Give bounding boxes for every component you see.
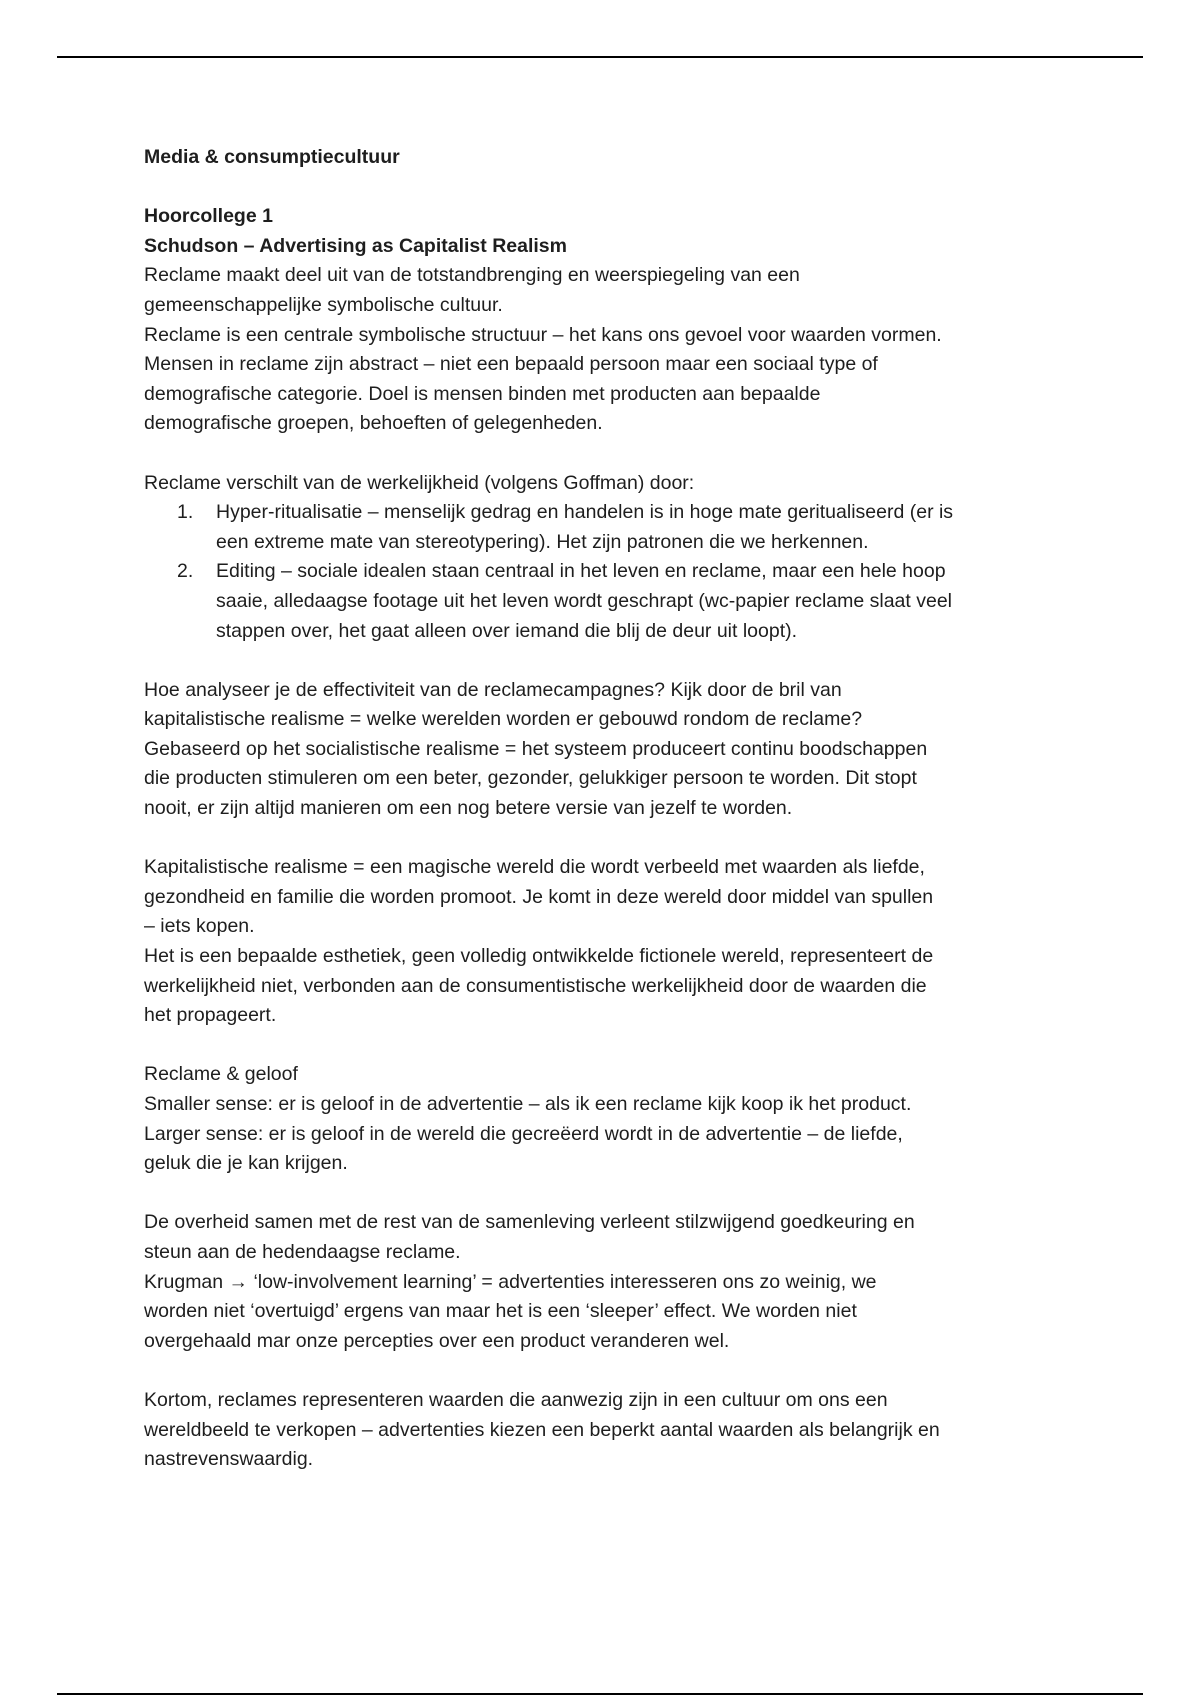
- spacer: [144, 1356, 1054, 1386]
- text-line: kapitalistische realisme = welke werelden worden er gebouwd rondom de reclame?: [144, 708, 863, 731]
- text-line: geluk die je kan krijgen.: [144, 1152, 348, 1175]
- spacer: [144, 1179, 1054, 1209]
- goffman-list: [144, 498, 1054, 646]
- text-line: een extreme mate van stereotypering). Het zijn patronen die we herkennen.: [216, 530, 869, 553]
- text-line: Kapitalistische realisme = een magische wereld die wordt verbeeld met waarden als liefde,: [144, 856, 925, 879]
- lecture-heading: Hoorcollege 1: [144, 205, 273, 228]
- text-line: Reclame maakt deel uit van de totstandbrenging en weerspiegeling van een: [144, 264, 800, 287]
- text-line: Larger sense: er is geloof in de wereld die gecreëerd wordt in de advertentie – de liefde,: [144, 1122, 903, 1145]
- text-line: – iets kopen.: [144, 915, 255, 938]
- conclusion-paragraph: [144, 1386, 1054, 1475]
- text-line: stappen over, het gaat alleen over iemand die blij de deur uit loopt).: [216, 619, 798, 642]
- text-line: Reclame is een centrale symbolische structuur – het kans ons gevoel voor waarden vormen.: [144, 323, 942, 346]
- text-line: Het is een bepaalde esthetiek, geen volledig ontwikkelde fictionele wereld, representeert de: [144, 945, 934, 968]
- text-line: Krugman → ‘low-involvement learning’ = advertenties interesseren ons zo weinig, we: [144, 1270, 877, 1293]
- text-line: overgehaald mar onze percepties over een product veranderen wel.: [144, 1329, 730, 1352]
- list-number: 1.: [177, 501, 194, 524]
- text-line: Smaller sense: er is geloof in de advertentie – als ik een reclame kijk koop ik het product.: [144, 1093, 912, 1115]
- text-line: Hoe analyseer je de effectiviteit van de reclamecampagnes? Kijk door de bril van: [144, 678, 842, 701]
- text-line: steun aan de hedendaagse reclame.: [144, 1240, 461, 1263]
- text-line: Hyper-ritualisatie – menselijk gedrag en handelen is in hoge mate geritualiseerd (er is: [216, 501, 954, 524]
- spacer: [144, 1031, 1054, 1061]
- text-line: Reclame & geloof: [144, 1063, 298, 1086]
- text-line: wereldbeeld te verkopen – advertenties kiezen een beperkt aantal waarden als belangrijk en: [144, 1418, 940, 1441]
- document-body: [144, 143, 1054, 1475]
- analysis-paragraph: [144, 676, 1054, 824]
- text-line: Kortom, reclames representeren waarden die aanwezig zijn in een cultuur om ons een: [144, 1388, 888, 1411]
- intro-paragraph: [144, 261, 1054, 439]
- list-number: 2.: [177, 560, 194, 583]
- spacer: [144, 173, 1054, 203]
- text-line: demografische groepen, behoeften of gelegenheden.: [144, 412, 603, 435]
- spacer: [144, 824, 1054, 854]
- spacer: [144, 439, 1054, 469]
- text-line: gemeenschappelijke symbolische cultuur.: [144, 293, 503, 316]
- text-line: het propageert.: [144, 1004, 277, 1027]
- text-line: demografische categorie. Doel is mensen binden met producten aan bepaalde: [144, 382, 821, 405]
- goffman-intro: Reclame verschilt van de werkelijkheid (volgens Goffman) door:: [144, 471, 695, 494]
- government-paragraph: [144, 1208, 1054, 1356]
- text-line: werkelijkheid niet, verbonden aan de consumentistische werkelijkheid door de waarden die: [144, 974, 927, 997]
- text-line: Gebaseerd op het socialistische realisme = het systeem produceert continu boodschappen: [144, 737, 928, 760]
- text-line: De overheid samen met de rest van de samenleving verleent stilzwijgend goedkeuring en: [144, 1211, 915, 1234]
- text-line: saaie, alledaagse footage uit het leven wordt geschrapt (wc-papier reclame slaat veel: [216, 589, 953, 612]
- text-line: nooit, er zijn altijd manieren om een nog betere versie van jezelf te worden.: [144, 797, 793, 820]
- list-item: [144, 498, 1054, 557]
- text-line: gezondheid en familie die worden promoot. Je komt in deze wereld door middel van spullen: [144, 885, 934, 908]
- text-line: nastrevenswaardig.: [144, 1448, 314, 1471]
- belief-paragraph: [144, 1060, 1054, 1178]
- text-line: die producten stimuleren om een beter, gezonder, gelukkiger persoon te worden. Dit stopt: [144, 767, 917, 790]
- document-title: Media & consumptiecultuur: [144, 146, 400, 168]
- text-line: worden niet ‘overtuigd’ ergens van maar het is een ‘sleeper’ effect. We worden niet: [144, 1300, 857, 1323]
- capitalist-realism-paragraph: [144, 853, 1054, 1031]
- text-line: Mensen in reclame zijn abstract – niet een bepaald persoon maar een sociaal type of: [144, 353, 878, 376]
- text-line: Editing – sociale idealen staan centraal in het leven en reclame, maar een hele hoop: [216, 560, 946, 583]
- list-item: [144, 557, 1054, 646]
- bottom-rule: [57, 1693, 1143, 1695]
- spacer: [144, 646, 1054, 676]
- top-rule: [57, 56, 1143, 58]
- article-heading: Schudson – Advertising as Capitalist Realism: [144, 234, 567, 257]
